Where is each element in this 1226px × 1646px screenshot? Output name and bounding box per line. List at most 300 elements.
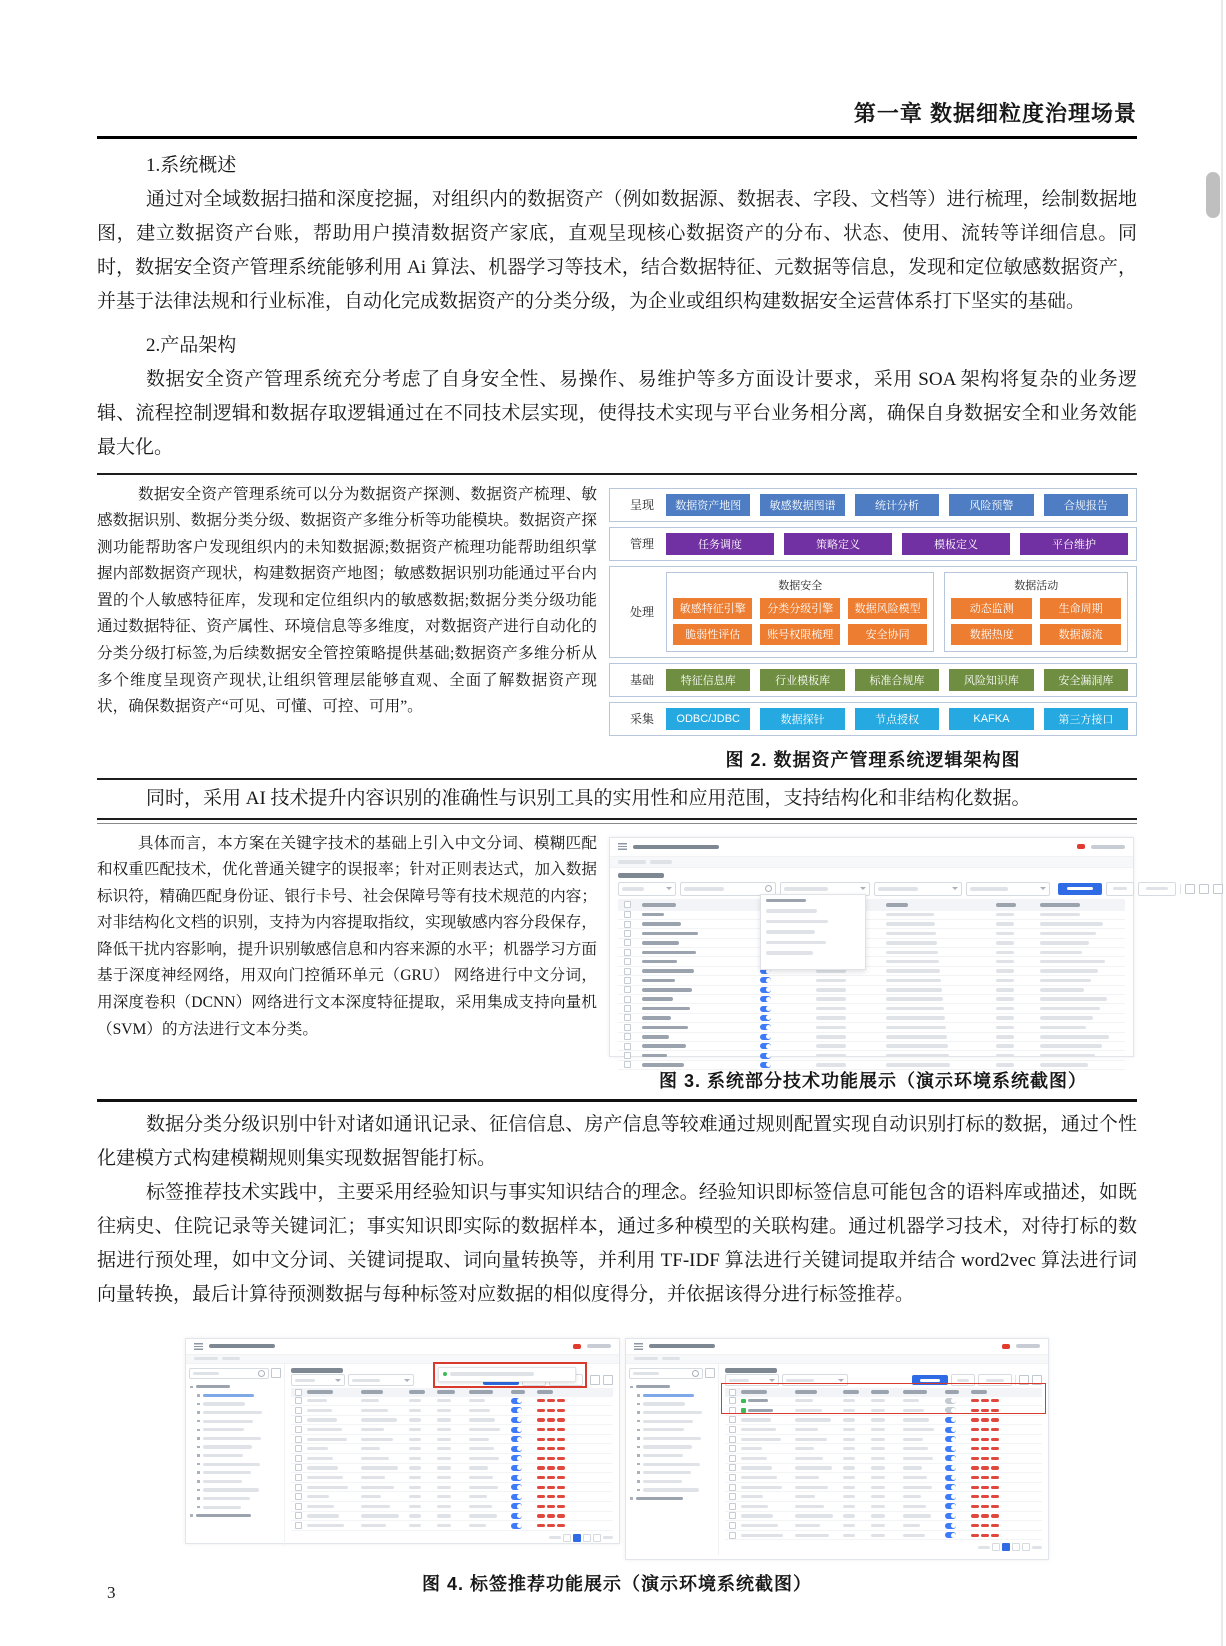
table-row [618,1033,1125,1042]
text-bar [996,979,1014,983]
text-bar [971,1476,979,1479]
text-bar [741,1486,782,1489]
text-bar [1040,922,1103,926]
text-bar [1040,988,1084,992]
text-bar [1040,979,1091,983]
text-bar [816,1016,846,1020]
tree-bullet [637,1480,640,1483]
tree-bullet [637,1403,640,1406]
layer-items [666,669,1128,691]
tree-item [197,1443,281,1452]
text-bar [795,1428,818,1431]
diagram-box: 动态监测 [951,598,1032,619]
figure4-screenshots [97,1338,1137,1560]
page-button [992,1543,1000,1551]
toolbar-icon [590,1375,600,1385]
text-bar [361,1438,393,1441]
row-checkbox [624,958,631,965]
row-checkbox [624,1043,631,1050]
text-bar [537,1399,545,1402]
row-name-cell [741,1438,795,1441]
text-bar [557,1466,565,1469]
text-bar [991,1476,999,1479]
tree-item [197,1391,281,1400]
app-topbar [186,1339,619,1355]
layer-label: 基础 [629,673,654,687]
text-bar [766,899,806,903]
text-bar [547,1514,555,1517]
table-row [725,1425,1042,1435]
text-bar [307,1514,339,1517]
text-bar [643,1394,694,1397]
tree-bullet [637,1446,640,1449]
text-bar [971,1428,979,1431]
text-bar [886,941,937,945]
text-bar [886,997,943,1001]
breadcrumb [626,1355,1048,1364]
row-actions [971,1466,1038,1469]
text-bar [741,1466,772,1469]
text-bar [557,1524,565,1527]
text-bar [795,1457,823,1460]
text-bar [996,932,1014,936]
row-checkbox [295,1503,302,1510]
table-header [618,899,1125,911]
text-bar [996,1063,1014,1067]
diagram-box: 平台维护 [1020,533,1128,555]
text-bar [741,1428,776,1431]
text-bar [996,988,1014,992]
text-bar [636,1497,683,1500]
tree-bullet [197,1506,200,1509]
text-bar [871,1466,885,1469]
row-actions [971,1476,1038,1479]
toggle-switch-on [945,1494,956,1500]
divider [97,136,1137,139]
text-bar [643,1402,685,1405]
text-bar [1040,1007,1100,1011]
table-row [618,986,1125,995]
row-checkbox [624,986,631,993]
text-bar [352,1379,380,1382]
diagram-box: 分类分级引擎 [760,598,839,619]
text-bar [557,1505,565,1508]
toggle-switch-on [511,1484,522,1490]
text-bar [450,1372,534,1375]
row-checkbox [729,1493,736,1500]
text-bar [1040,1026,1086,1030]
scrollbar-thumb[interactable] [1206,172,1220,218]
row-actions [537,1447,609,1450]
toggle-switch-on [511,1475,522,1481]
toggle-switch-on [760,987,771,993]
diagram-box: 安全协同 [848,624,927,645]
category-tree [629,1383,715,1503]
text-bar [643,1411,702,1414]
row-name-cell [307,1447,361,1450]
tree-bullet [637,1463,640,1466]
row-actions [537,1409,609,1412]
text-bar [1016,1344,1040,1348]
text-bar [996,1026,1014,1030]
table-body [725,1397,1042,1541]
text-bar [469,1409,490,1412]
text-bar [996,903,1016,907]
tree-item [637,1417,715,1426]
sidebar-search [629,1368,715,1379]
text-bar [843,1486,855,1489]
toggle-switch-on [511,1427,522,1433]
text-bar [537,1466,545,1469]
table-body [618,911,1125,1071]
tree-bullet [197,1437,200,1440]
toggle-switch-on [760,1024,771,1030]
text-bar [816,988,846,992]
text-bar [203,1402,245,1405]
text-bar [981,1466,989,1469]
section-heading-1: 1.系统概述 [146,154,237,176]
text-bar [886,1063,950,1067]
sidebar-search-input [629,1368,703,1379]
text-bar [795,1486,828,1489]
menu-icon [194,1343,203,1350]
text-bar [307,1438,347,1441]
text-bar [795,1418,831,1421]
text-bar [409,1418,421,1421]
text-bar [816,1054,846,1058]
row-name-cell [307,1457,361,1460]
layer-items [666,708,1128,730]
text-bar [795,1476,819,1479]
text-bar [557,1486,565,1489]
text-bar [971,1514,979,1517]
row-checkbox [729,1445,736,1452]
filter-toolbar [618,882,1125,896]
row-checkbox [295,1397,302,1404]
tree-bullet [197,1429,200,1432]
text-bar [971,1505,979,1508]
row-name-cell [741,1514,795,1517]
text-bar [991,1428,999,1431]
text-bar [886,988,942,992]
tree-bullet [637,1471,640,1474]
text-bar [557,1399,565,1402]
toggle-switch-on [760,1062,771,1068]
row-checkbox [729,1416,736,1423]
text-bar [741,1524,778,1527]
text-bar [361,1486,394,1489]
text-bar [547,1409,555,1412]
tree-bullet [197,1463,200,1466]
text-bar [991,1466,999,1469]
text-bar [1040,1044,1102,1048]
text-bar [437,1495,451,1498]
text-bar [991,1418,999,1421]
row-actions [537,1514,609,1517]
text-bar [996,1044,1014,1048]
table-row [291,1521,613,1531]
row-name-cell [741,1418,795,1421]
text-bar [537,1409,545,1412]
text-bar [766,920,828,924]
table-row [618,911,1125,920]
table-row [618,995,1125,1004]
text-bar [1040,1063,1088,1067]
text-bar [643,1437,701,1440]
table-row [725,1531,1042,1541]
table-row [725,1454,1042,1464]
notification-badge [1077,844,1085,849]
toggle-switch-on [511,1436,522,1442]
text-bar [981,1428,989,1431]
table-row [618,1042,1125,1051]
row-name-cell [307,1418,361,1421]
toolbar-icon [1185,884,1195,894]
table-row [725,1521,1042,1531]
text-bar [437,1466,451,1469]
row-checkbox [729,1532,736,1539]
diagram-box: ODBC/JDBC [666,708,750,730]
text-bar [642,1026,688,1030]
section-title-row [618,872,1125,880]
table-row [291,1473,613,1483]
text-bar [795,1524,820,1527]
text-bar [557,1438,565,1441]
text-bar [766,951,813,955]
row-checkbox [624,1024,631,1031]
table-row [618,929,1125,938]
tree-bullet [637,1489,640,1492]
page-content [97,100,1137,1596]
layer-处理 [609,566,1137,658]
diagram-box: 数据风险模型 [848,598,927,619]
text-bar [903,1418,929,1421]
tree-item [637,1400,715,1409]
row-checkbox [624,911,631,918]
text-bar [469,1486,498,1489]
text-bar [361,1524,386,1527]
text-bar [547,1428,555,1431]
row-name-cell [307,1409,361,1412]
row-checkbox [729,1436,736,1443]
table-row [291,1397,613,1407]
text-bar [996,951,1014,955]
row-checkbox [624,1014,631,1021]
toggle-switch-on [511,1446,522,1452]
app-topbar [610,838,1133,857]
text-bar [741,1476,777,1479]
collapse-icon [705,1368,715,1378]
notification-badge [573,1344,581,1349]
text-bar [547,1457,555,1460]
row-actions [971,1514,1038,1517]
toolbar-icon [1213,884,1223,894]
text-bar [642,941,679,945]
text-bar [996,913,1014,917]
menu-icon [634,1343,643,1350]
text-bar [991,1524,999,1527]
text-bar [871,1505,885,1508]
text-bar [816,979,846,983]
table-row [725,1435,1042,1445]
text-bar [871,1486,885,1489]
divider [97,818,1137,820]
page-button [583,1534,591,1542]
tree-item [197,1460,281,1469]
text-bar [843,1457,855,1460]
layer-label: 管理 [629,537,654,551]
text-bar [307,1428,342,1431]
text-bar [886,913,934,917]
text-bar [361,1466,398,1469]
text-bar [547,1447,555,1450]
text-bar [886,979,941,983]
text-bar [196,1514,251,1517]
text-bar [469,1505,492,1508]
text-bar [557,1476,565,1479]
row-actions [971,1534,1038,1537]
row-checkbox [729,1503,736,1510]
text-bar [643,1480,682,1483]
text-bar [642,960,677,964]
text-bar [203,1480,242,1483]
text-bar [1040,913,1080,917]
text-bar [547,1438,555,1441]
tree-item [197,1408,281,1417]
text-bar [642,1007,690,1011]
row-actions [971,1505,1038,1508]
text-bar [437,1428,451,1431]
text-bar [843,1505,855,1508]
text-bar [996,969,1014,973]
text-bar [843,1524,855,1527]
category-tree [189,1383,281,1521]
text-bar [633,1372,659,1375]
text-bar [1040,969,1098,973]
row-actions [537,1428,609,1431]
text-bar [469,1418,495,1421]
text-bar [843,1476,855,1479]
text-bar [437,1514,451,1517]
row-actions [537,1495,609,1498]
text-bar [469,1495,487,1498]
row-name-cell [307,1428,361,1431]
text-bar [903,1495,921,1498]
text-bar [741,1495,763,1498]
paragraph-label-recommend: 标签推荐技术实践中，主要采用经验知识与事实知识结合的理念。经验知识即标签信息可能包含的语料库或描述，如既往病史、住院记录等关键词汇；事实知识即实际的数据样本，通过多种模型的关联构建。通过机器学习技术，对待打标的数据进行预处理，如中文分词、关键词提取、词向量转换等，并利用 TF-IDF 算法进行关键词提取并结合 word2vec 算法进行词向量转换，最后计算待预测数据与每种标签对应数据的相似度得分，并依据该得分进行标签推荐。 [97,1181,1137,1305]
text-bar [307,1495,329,1498]
text-bar [557,1457,565,1460]
diagram-box: 账号权限梳理 [760,624,839,645]
row-checkbox [729,1512,736,1519]
text-bar [307,1505,334,1508]
row-name-cell [741,1524,795,1527]
text-bar [816,969,846,973]
text-bar [409,1390,425,1393]
sidebar-search [189,1368,281,1379]
text-bar [981,1476,989,1479]
toggle-switch-on [511,1398,522,1404]
tree-item [197,1486,281,1495]
text-bar [203,1454,243,1457]
text-bar [469,1514,497,1517]
table-row [618,939,1125,948]
table-row [725,1464,1042,1474]
text-bar [971,1524,979,1527]
row-checkbox [295,1455,302,1462]
diagram-box: 行业模板库 [760,669,844,691]
tree-bullet [637,1420,640,1423]
text-bar [971,1534,979,1537]
tree-item [630,1494,715,1503]
app-body [610,868,1133,1075]
toggle-switch-on [760,996,771,1002]
select-all-checkbox [295,1389,302,1396]
toggle-switch-on [511,1523,522,1529]
collapse-icon [271,1368,281,1378]
text-bar [816,1007,846,1011]
text-bar [437,1505,451,1508]
text-bar [643,1488,699,1491]
diagram-box: 数据探针 [760,708,844,730]
text-bar [1040,1054,1095,1058]
text-bar [361,1409,388,1412]
toggle-switch-on [945,1436,956,1442]
text-bar [981,1447,989,1450]
text-bar [871,1476,885,1479]
text-bar [409,1466,421,1469]
paragraph-overview: 通过对全域数据扫描和深度挖掘，对组织内的数据资产（例如数据源、数据表、字段、文档等）进行梳理，绘制数据地图，建立数据资产台账，帮助用户摸清数据资产家底，直观呈现核心数据资产的分布、状态、使用、流转等详细信息。同时，数据安全资产管理系统能够利用 Ai 算法、机器学习等技术，结合数据特征、元数据等信息，发现和定位敏感数据资产，并基于法律法规和行业标准，自动化完成数据资产的分类分级，为企业或组织构建数据安全运营体系打下坚实的基础。 [97,188,1137,312]
diagram-box: 数据源流 [1040,624,1121,645]
table-row [618,1023,1125,1032]
text-bar [971,1466,979,1469]
select-all-checkbox [624,901,631,908]
row-checkbox [624,996,631,1003]
toggle-switch-on [945,1484,956,1490]
text-bar [642,969,694,973]
layer-基础 [609,663,1137,697]
row-name-cell [741,1534,795,1537]
user-name-text [1091,845,1125,849]
table-row [291,1454,613,1464]
toggle-switch-on [511,1417,522,1423]
row-actions [537,1399,609,1402]
text-bar [957,1379,969,1382]
row-checkbox [295,1416,302,1423]
text-bar [886,1035,947,1039]
tree-item [637,1486,715,1495]
text-bar [469,1447,494,1450]
page-button [1012,1543,1020,1551]
section-figure2 [97,475,1137,772]
text-bar [642,979,675,983]
diagram-box: 风险预警 [949,494,1033,516]
layer-采集 [609,702,1137,736]
table-row [291,1406,613,1416]
text-bar [843,1534,855,1537]
text-bar [886,903,908,907]
text-bar [843,1438,855,1441]
filter-select [874,882,962,896]
text-bar [409,1399,421,1402]
text-bar [996,922,1014,926]
toggle-switch-on [760,1006,771,1012]
text-bar [1040,903,1080,907]
text-bar [437,1524,451,1527]
row-actions [971,1524,1038,1527]
toggle-switch-on [945,1503,956,1509]
row-actions [537,1457,609,1460]
